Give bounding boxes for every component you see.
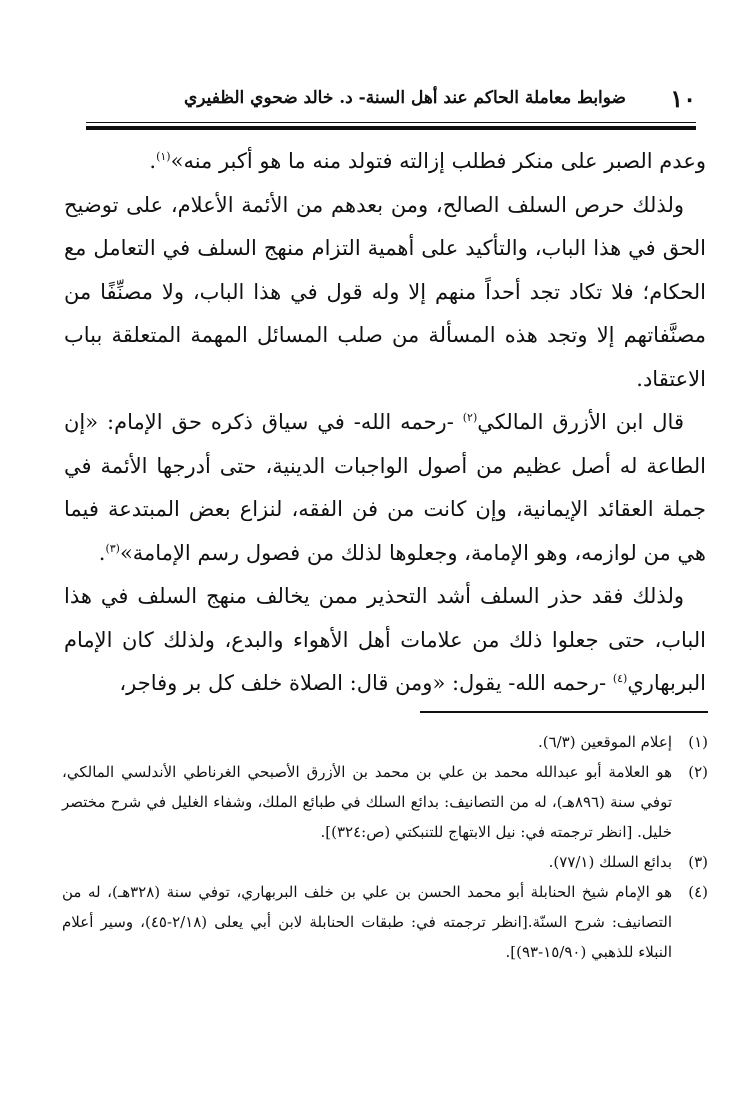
footnote-number: (٤) — [688, 883, 708, 901]
footnote-ref-3: (٣) — [105, 541, 120, 555]
footnote-ref-2: (٢) — [462, 411, 478, 424]
footnote-text: بدائع السلك (٧٧/١). — [548, 853, 672, 871]
header-rule-thick — [86, 126, 696, 130]
header-rule-thin — [86, 122, 696, 123]
page-header — [86, 84, 696, 124]
paragraph-1: وعدم الصبر على منكر فطلب إزالته فتولد منه ما هو أكبر منه»$^{(١)}$. — [149, 149, 706, 173]
footnote-ref-1: (١) — [156, 150, 171, 163]
footnote-1 — [62, 727, 708, 757]
paragraph-4: ولذلك فقد حذر السلف أشد التحذير ممن يخالف منهج السلف في هذا الباب، حتى جعلوا ذلك من علامات أهل الأهواء والبدع، ولذلك كان الإمام البربهاري$^{(٤)}$ -رحمه الله- يقول: «ومن قال: الصلاة خلف كل بر وفاجر، — [64, 584, 706, 695]
footnote-text: إعلام الموقعين (٦/٣). — [537, 733, 672, 751]
paragraph-3: قال ابن الأزرق المالكي$^{(٢)}$ -رحمه الله- في سياق ذكره حق الإمام: «إن الطاعة له أصل عظيم من أصول الواجبات الدينية، حتى أدرجها الأئمة في جملة العقائد الإيمانية، وإن كانت من فن الفقه، لنزاع بعض المبتدعة فيما هي من لوازمه، وهو الإمامة، وجعلوها لذلك من فصول رسم الإمامة»$^{(٣)}$. — [64, 410, 706, 565]
footnote-text: هو العلامة أبو عبدالله محمد بن علي بن محمد بن الأزرق الأصبحي الغرناطي الأندلسي المالكي، توفي سنة (٨٩٦هـ)، له من التصانيف: بدائع السلك في طبائع الملك، وشفاء الغليل في شرح مختصر خليل. [انظر ترجمته في: نيل الابتهاج للتنبكتي (ص:٣٢٤)]. — [62, 763, 673, 841]
footnote-3 — [62, 847, 708, 877]
footnote-2 — [62, 757, 708, 847]
footnotes — [62, 727, 708, 967]
footnote-number: (١) — [688, 733, 708, 751]
footnote-text: هو الإمام شيخ الحنابلة أبو محمد الحسن بن علي بن خلف البربهاري، توفي سنة (٣٢٨هـ)، له من التصانيف: شرح السنّة.[انظر ترجمته في: طبقات الحنابلة لابن أبي يعلى (٢/١٨-٤٥)، وسير أعلام النبلاء للذهبي (١٥/٩٠-٩٣)]. — [62, 883, 672, 961]
footnote-number: (٢) — [688, 763, 708, 781]
footnote-separator — [420, 711, 708, 713]
running-title: ضوابط معاملة الحاكم عند أهل السنة- د. خالد ضحوي الظفيري — [183, 88, 626, 108]
paragraph-2: ولذلك حرص السلف الصالح، ومن بعدهم من الأئمة الأعلام، على توضيح الحق في هذا الباب، والتأكيد على أهمية التزام منهج السلف في التعامل مع الحكام؛ فلا تكاد تجد أحداً منهم إلا وله قول في هذا الباب، ولا مصنِّفًا من مصنَّفاتهم إلا وتجد هذه المسألة من صلب المسائل المهمة المتعلقة بباب الاعتقاد. — [64, 192, 706, 391]
footnote-4 — [62, 877, 708, 967]
page-number: ١٠ — [670, 84, 696, 113]
footnote-ref-4: (٤) — [612, 672, 628, 685]
main-text — [64, 140, 706, 706]
footnote-number: (٣) — [688, 853, 708, 871]
